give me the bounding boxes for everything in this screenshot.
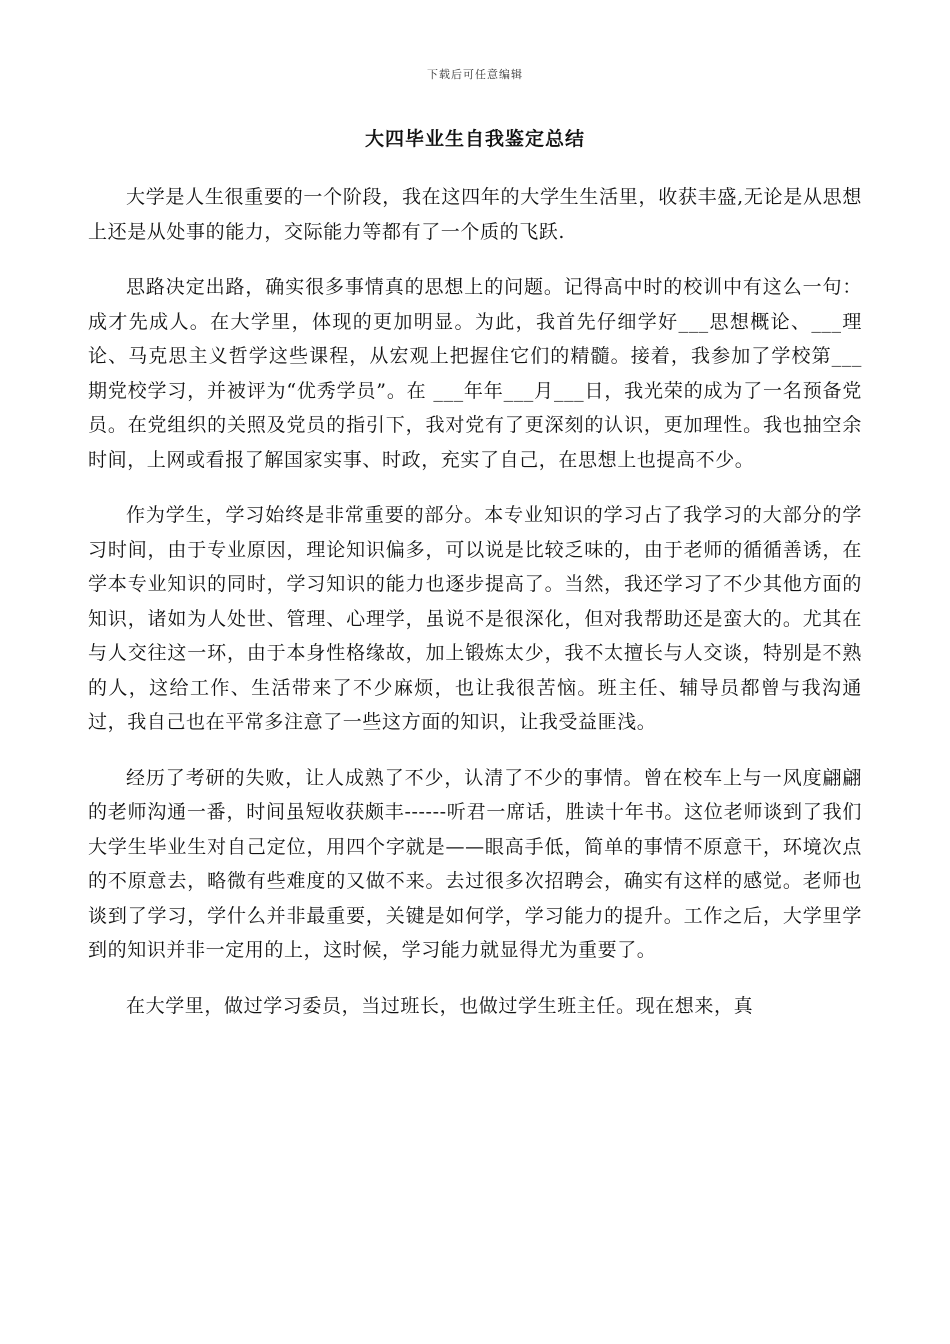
paragraph-1: 大学是人生很重要的一个阶段，我在这四年的大学生生活里，收获丰盛,无论是从思想上还是从处事的能力，交际能力等都有了一个质的飞跃. bbox=[88, 186, 862, 243]
document-body bbox=[88, 180, 862, 1044]
paragraph-3: 作为学生，学习始终是非常重要的部分。本专业知识的学习占了我学习的大部分的学习时间，由于专业原因，理论知识偏多，可以说是比较乏味的，由于老师的循循善诱，在学本专业知识的同时，学习知识的能力也逐步提高了。当然，我还学习了不少其他方面的知识，诸如为人处世、管理、心理学，虽说不是很深化，但对我帮助还是蛮大的。尤其在与人交往这一环，由于本身性格缘故，加上锻炼太少，我不太擅长与人交谈，特别是不熟的人，这给工作、生活带来了不少麻烦，也让我很苦恼。班主任、辅导员都曾与我沟通过，我自己也在平常多注意了一些这方面的知识，让我受益匪浅。 bbox=[88, 504, 862, 733]
document-title: 大四毕业生自我鉴定总结 bbox=[364, 128, 585, 150]
paragraph-5: 在大学里，做过学习委员，当过班长，也做过学生班主任。现在想来，真 bbox=[126, 994, 754, 1017]
paragraph-2: 思路决定出路，确实很多事情真的思想上的问题。记得高中时的校训中有这么一句：成才先成人。在大学里，体现的更加明显。为此，我首先仔细学好___思想概论、___理论、马克思主义哲学这些课程，从宏观上把握住它们的精髓。接着，我参加了学校第___期党校学习，并被评为“优秀学员”。在 ___年年___月___日，我光荣的成为了一名预备党员。在党组织的关照及党员的指引下，我对党有了更深刻的认识，更加理性。我也抽空余时间，上网或看报了解国家实事、时政，充实了自己，在思想上也提高不少。 bbox=[88, 276, 862, 471]
paragraph-4: 经历了考研的失败，让人成熟了不少，认清了不少的事情。曾在校车上与一风度翩翩的老师沟通一番，时间虽短收获颇丰------听君一席话，胜读十年书。这位老师谈到了我们大学生毕业生对自己定位，用四个字就是——眼高手低，简单的事情不原意干，环境次点的不原意去，略微有些难度的又做不来。去过很多次招聘会，确实有这样的感觉。老师也谈到了学习，学什么并非最重要，关键是如何学，学习能力的提升。工作之后，大学里学到的知识并非一定用的上，这时候，学习能力就显得尤为重要了。 bbox=[88, 766, 862, 961]
header-note: 下载后可任意编辑 bbox=[427, 68, 523, 81]
